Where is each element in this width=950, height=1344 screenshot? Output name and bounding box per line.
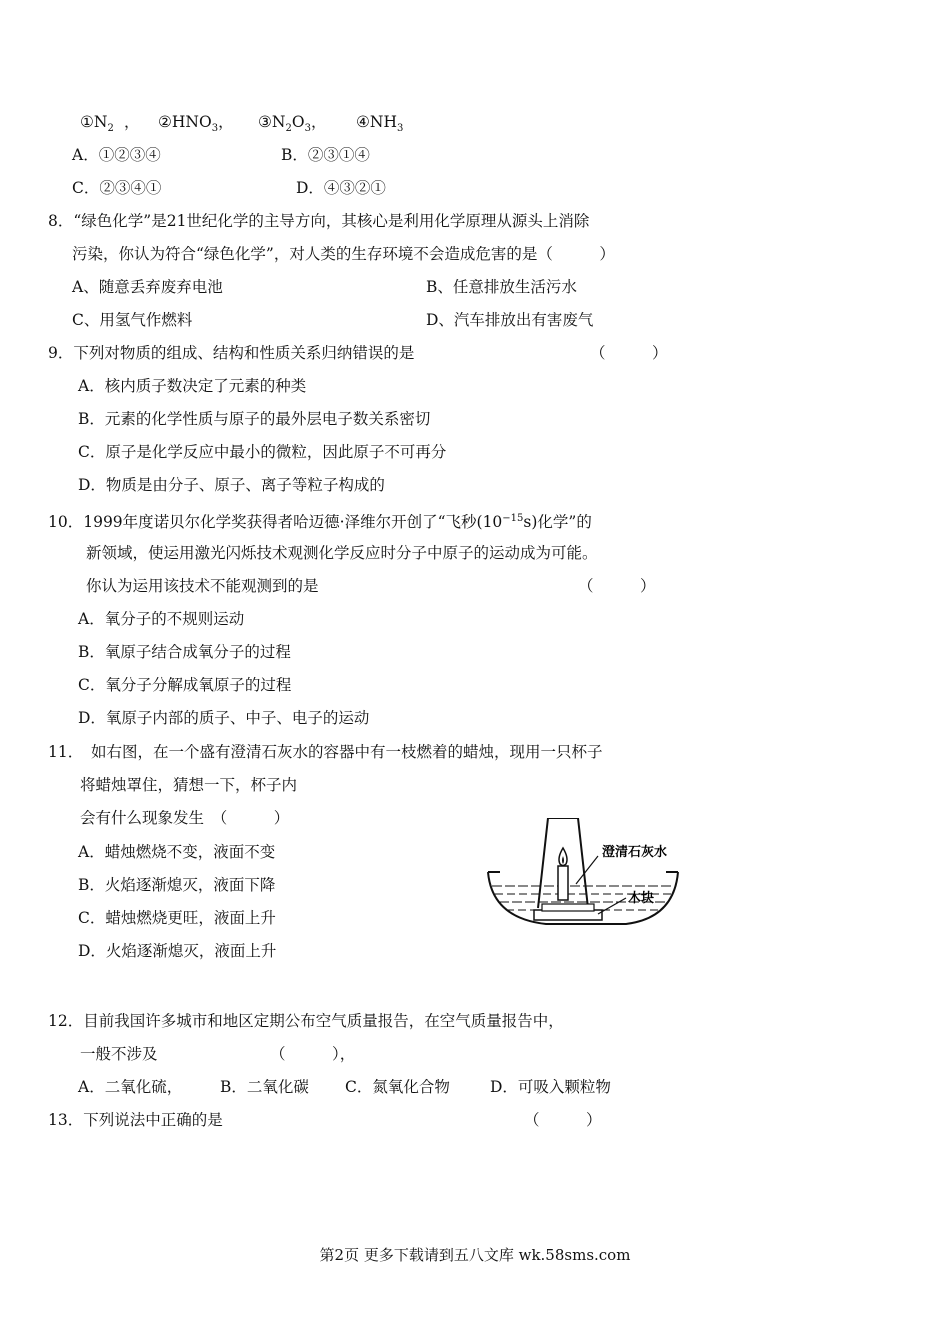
q8-option-a: A、随意丢弃废弃电池 xyxy=(72,278,223,296)
q11-option-c: C．蜡烛燃烧更旺，液面上升 xyxy=(78,909,276,927)
q10-stem-line3: 你认为运用该技术不能观测到的是 xyxy=(86,577,319,595)
q7-comma-1: ， xyxy=(124,113,140,131)
q10-option-a: A．氧分子的不规则运动 xyxy=(78,610,245,628)
q10-option-d: D．氧原子内部的质子、中子、电子的运动 xyxy=(78,709,370,727)
q8-option-b: B、任意排放生活污水 xyxy=(426,278,577,296)
q12-option-d: D．可吸入颗粒物 xyxy=(490,1078,611,1096)
q9-option-d: D．物质是由分子、原子、离子等粒子构成的 xyxy=(78,476,385,494)
q11-stem-line3: 会有什么现象发生 （ ） xyxy=(80,809,290,827)
q13-answer-paren: （ ） xyxy=(524,1111,602,1129)
q8-option-d: D、汽车排放出有害废气 xyxy=(426,311,594,329)
q10-answer-paren: （ ） xyxy=(578,577,656,595)
q7-item-1: $①N_2$ xyxy=(80,113,114,135)
q12-answer-paren: （ ）， xyxy=(270,1045,356,1063)
q12-stem-line2: 一般不涉及 xyxy=(80,1045,158,1063)
q11-stem-line1: 11． 如右图，在一个盛有澄清石灰水的容器中有一枝燃着的蜡烛，现用一只杯子 xyxy=(48,743,603,761)
q7-item-4: $④NH_3$ xyxy=(356,113,404,135)
q12-option-c: C．氮氧化合物 xyxy=(345,1078,450,1096)
q8-stem-line1: 8．“绿色化学”是21世纪化学的主导方向，其核心是利用化学原理从源头上消除 xyxy=(48,212,590,230)
candle-experiment-figure xyxy=(486,818,686,930)
q12-option-a: A．二氧化硫， xyxy=(78,1078,183,1096)
q7-item-3: $③N_2O_3$， xyxy=(258,113,327,135)
q7-item-2: $②HNO_3$， xyxy=(158,113,234,135)
q12-option-b: B．二氧化碳 xyxy=(220,1078,309,1096)
candle xyxy=(558,866,568,900)
q7-option-c: C．②③④① xyxy=(72,179,162,197)
q9-option-b: B．元素的化学性质与原子的最外层电子数关系密切 xyxy=(78,410,431,428)
q8-option-c: C、用氢气作燃料 xyxy=(72,311,193,329)
q10-stem-line2: 新领域，使运用激光闪烁技术观测化学反应时分子中原子的运动成为可能。 xyxy=(86,544,598,562)
q9-answer-paren: （ ） xyxy=(590,344,668,362)
q13-stem: 13．下列说法中正确的是 xyxy=(48,1111,223,1129)
q11-option-d: D．火焰逐渐熄灭，液面上升 xyxy=(78,942,277,960)
label-limewater: 澄清石灰水 xyxy=(602,845,668,860)
page-footer: 第2页 更多下载请到五八文库 wk.58sms.com xyxy=(319,1246,631,1264)
q9-stem: 9．下列对物质的组成、结构和性质关系归纳错误的是 xyxy=(48,344,415,362)
q11-option-b: B．火焰逐渐熄灭，液面下降 xyxy=(78,876,276,894)
q7-option-b: B．②③①④ xyxy=(281,146,370,164)
q9-option-c: C．原子是化学反应中最小的微粒，因此原子不可再分 xyxy=(78,443,447,461)
q11-option-a: A．蜡烛燃烧不变，液面不变 xyxy=(78,843,276,861)
q8-stem-line2: 污染，你认为符合“绿色化学”，对人类的生存环境不会造成危害的是（ ） xyxy=(72,245,615,263)
q7-option-a: A．①②③④ xyxy=(72,146,161,164)
q11-stem-line2: 将蜡烛罩住，猜想一下，杯子内 xyxy=(80,776,298,794)
q10-option-c: C．氧分子分解成氧原子的过程 xyxy=(78,676,292,694)
q12-stem-line1: 12．目前我国许多城市和地区定期公布空气质量报告，在空气质量报告中， xyxy=(48,1012,564,1030)
q10-option-b: B．氧原子结合成氧分子的过程 xyxy=(78,643,291,661)
q9-option-a: A．核内质子数决定了元素的种类 xyxy=(78,377,307,395)
q7-option-d: D．④③②① xyxy=(296,179,386,197)
label-wood-block: 木块 xyxy=(628,891,655,906)
q10-stem-line1: 10．1999年度诺贝尔化学奖获得者哈迈德·泽维尔开创了“飞秒$(10^{-15}s)$化学”的 xyxy=(48,513,592,532)
